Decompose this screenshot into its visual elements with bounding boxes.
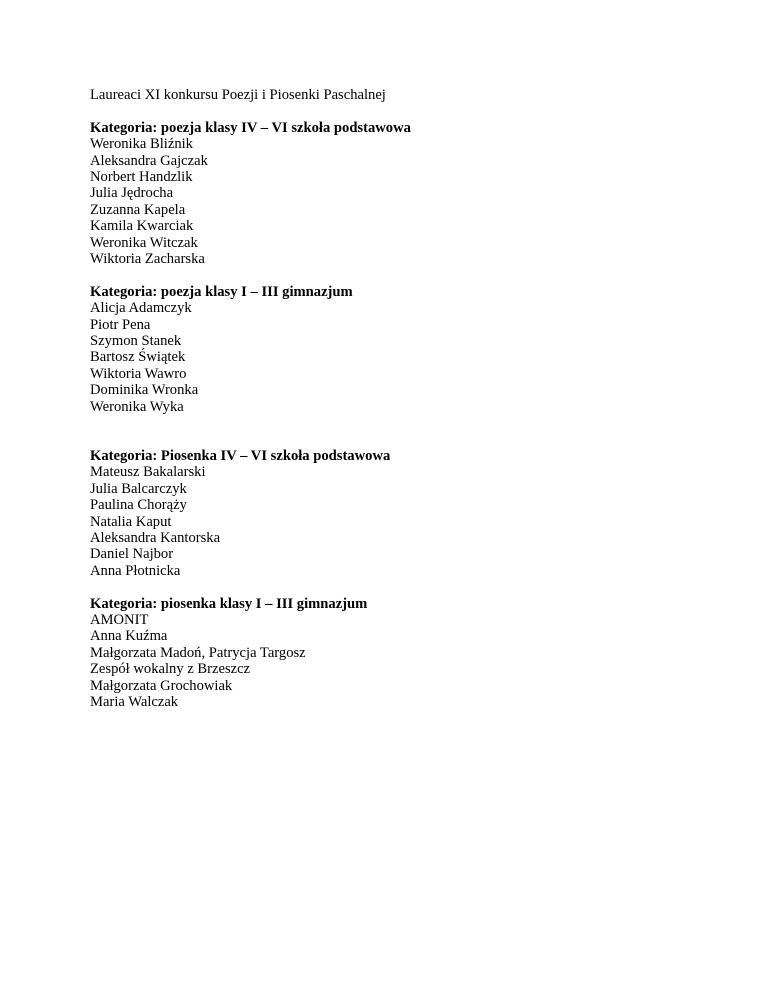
laureate-name: Aleksandra Kantorska [90, 529, 221, 546]
laureate-name: Mateusz Bakalarski [90, 464, 206, 481]
laureate-name: Julia Balcarczyk [90, 480, 187, 497]
document-title: Laureaci XI konkursu Poezji i Piosenki Paschalnej [90, 87, 386, 103]
category-song-primary [90, 448, 730, 579]
laureate-name: Małgorzata Madoń, Patrycja Targosz [90, 644, 306, 661]
laureate-name: Natalia Kaput [90, 513, 172, 530]
laureate-name: Anna Kuźma [90, 628, 168, 645]
document-page [90, 87, 730, 710]
laureate-name: Weronika Bliźnik [90, 136, 193, 153]
laureate-list [90, 136, 730, 267]
laureate-name: Zuzanna Kapela [90, 201, 186, 218]
laureate-list [90, 612, 730, 710]
category-poetry-gymnasium [90, 284, 730, 415]
laureate-name: Zespół wokalny z Brzeszcz [90, 661, 251, 678]
laureate-name: Wiktoria Wawro [90, 365, 187, 382]
laureate-list [90, 464, 730, 579]
category-heading: Kategoria: Piosenka IV – VI szkoła podstawowa [90, 447, 391, 464]
category-heading: Kategoria: piosenka klasy I – III gimnazjum [90, 595, 368, 612]
laureate-name: Wiktoria Zacharska [90, 251, 205, 268]
laureate-name: Daniel Najbor [90, 546, 174, 563]
laureate-name: Paulina Chorąży [90, 497, 187, 514]
laureate-name: Norbert Handzlik [90, 169, 193, 186]
laureate-name: Weronika Wyka [90, 398, 184, 415]
laureate-list [90, 300, 730, 415]
category-poetry-primary [90, 120, 730, 268]
laureate-name: Alicja Adamczyk [90, 300, 192, 317]
spacer [90, 415, 730, 448]
laureate-name: AMONIT [90, 611, 149, 628]
category-song-gymnasium [90, 596, 730, 711]
laureate-name: Szymon Stanek [90, 333, 182, 350]
laureate-name: Maria Walczak [90, 693, 179, 710]
laureate-name: Bartosz Świątek [90, 349, 186, 366]
spacer [90, 103, 730, 119]
laureate-name: Julia Jędrocha [90, 185, 174, 202]
spacer [90, 267, 730, 283]
spacer [90, 579, 730, 595]
laureate-name: Aleksandra Gajczak [90, 152, 208, 169]
laureate-name: Kamila Kwarciak [90, 218, 194, 235]
category-heading: Kategoria: poezja klasy I – III gimnazjum [90, 283, 353, 300]
laureate-name: Anna Płotnicka [90, 562, 181, 579]
laureate-name: Małgorzata Grochowiak [90, 677, 233, 694]
laureate-name: Dominika Wronka [90, 382, 199, 399]
laureate-name: Piotr Pena [90, 316, 151, 333]
category-heading: Kategoria: poezja klasy IV – VI szkoła podstawowa [90, 119, 411, 136]
laureate-name: Weronika Witczak [90, 234, 198, 251]
